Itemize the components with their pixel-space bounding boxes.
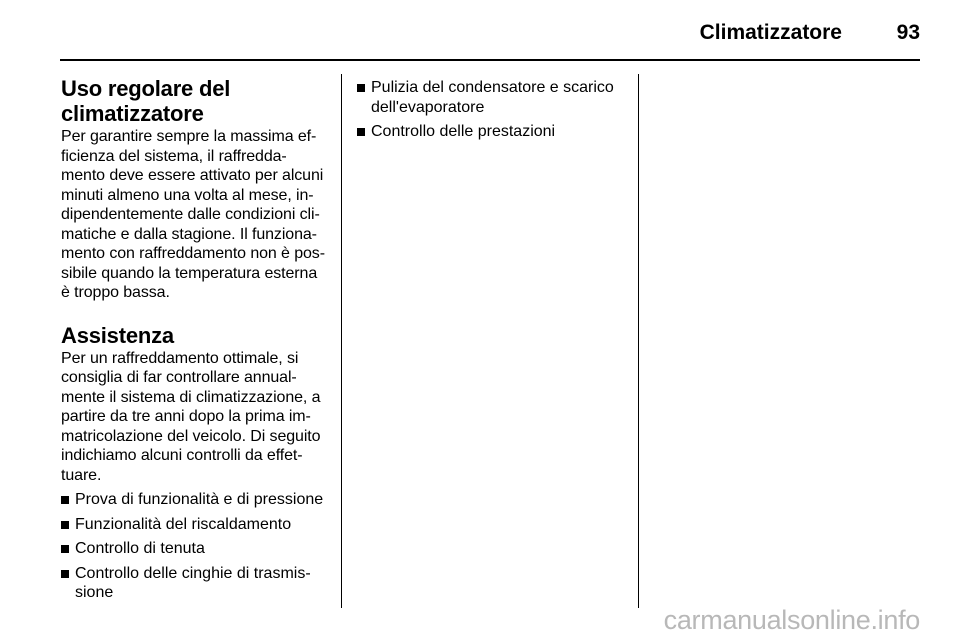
list-item [357,78,627,117]
text-line: matricolazione del veicolo. Di seguito [61,427,321,445]
list-item-text: Controllo di tenuta [75,540,205,557]
list-item-text: dell'evaporatore [371,98,485,116]
square-bullet-icon [61,521,69,529]
square-bullet-icon [357,128,365,136]
column-divider-left [341,74,342,608]
paragraph-uso-regolare [61,127,333,303]
text-line: dipendentemente dalle condizioni cli- [61,206,320,223]
text-line: è troppo bassa. [61,284,170,301]
square-bullet-icon [61,496,69,504]
watermark-text: carmanualsonline.info [663,605,920,635]
list-item [61,515,329,535]
text-line: sibile quando la temperatura esterna [61,264,318,282]
text-line: indichiamo alcuni controlli da effet- [61,447,303,464]
text-line: minuti almeno una volta al mese, in- [61,186,314,204]
text-line: consiglia di far controllare annual- [61,369,297,386]
list-item [61,490,329,510]
list-item-text: Controllo delle cinghie di trasmis- [75,564,311,582]
list-item-text: Pulizia del condensatore e scarico [371,79,614,96]
list-item [61,564,329,603]
list-item-text: sione [75,584,114,601]
heading-line: climatizzatore [61,101,204,126]
section-heading-assistenza: Assistenza [61,322,174,348]
list-item-text: Controllo delle prestazioni [371,123,556,140]
page-number: 93 [896,21,920,44]
text-line: mento deve essere attivato per alcuni [61,167,324,184]
text-line: partire da tre anni dopo la prima im- [61,408,311,425]
square-bullet-icon [357,84,365,92]
text-line: ficienza del sistema, il raffredda- [61,147,287,165]
text-line: tuare. [61,466,102,484]
text-line: Per un raffreddamento ottimale, si [61,349,299,367]
paragraph-assistenza [61,349,333,486]
column-divider-right [638,74,639,608]
page-header [60,18,920,48]
column-1 [61,76,329,603]
list-item [61,539,329,559]
header-rule [60,59,920,61]
text-line: Per garantire sempre la massima ef- [61,128,317,145]
text-line: matiche e dalla stagione. Il funziona- [61,225,317,243]
list-item-text: Prova di funzionalità e di pressione [75,491,324,508]
list-item-text: Funzionalità del riscaldamento [75,515,292,533]
text-line: mento con raffreddamento non è pos- [61,245,325,262]
square-bullet-icon [61,570,69,578]
square-bullet-icon [61,545,69,553]
text-line: mente il sistema di climatizzazione, a [61,388,321,406]
page-title: Climatizzatore [699,21,842,44]
bullet-list-column-2 [357,78,627,142]
heading-line: Uso regolare del [61,76,231,101]
section-heading-uso-regolare [61,76,329,126]
column-2 [357,78,627,142]
bullet-list-assistenza [61,490,329,603]
list-item [357,122,627,142]
